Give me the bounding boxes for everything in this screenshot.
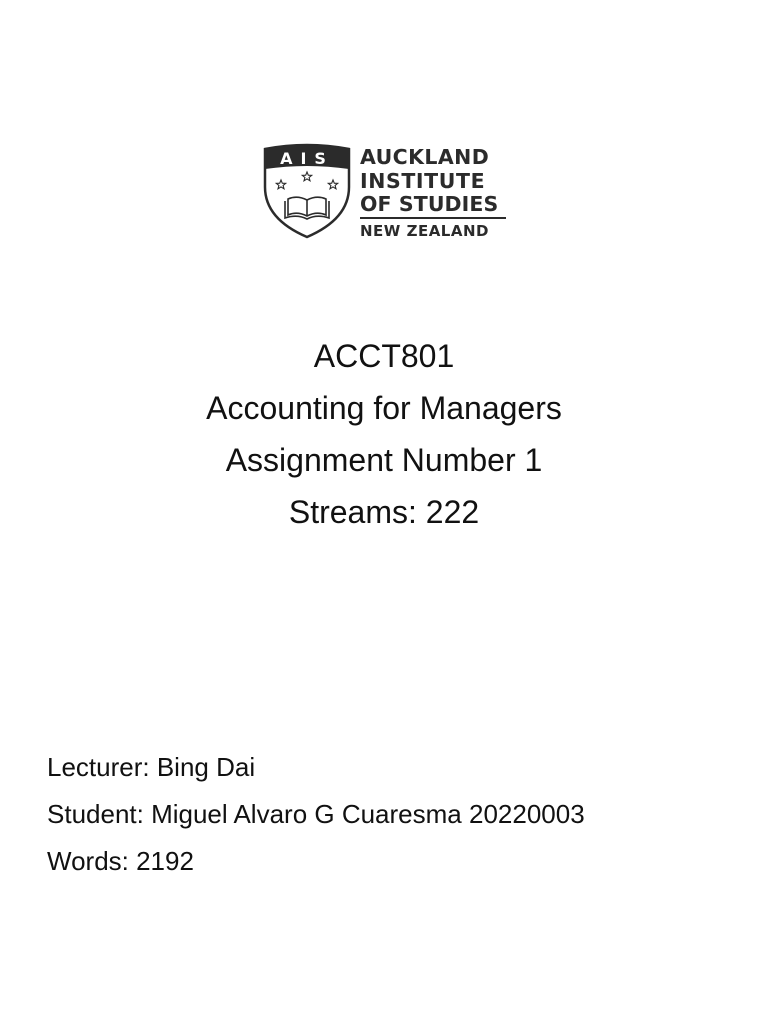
lecturer: Lecturer: Bing Dai — [47, 752, 256, 782]
title-block — [0, 330, 768, 538]
logo-wordmark — [360, 147, 506, 239]
course-code: ACCT801 — [313, 338, 455, 374]
streams: Streams: 222 — [288, 494, 480, 530]
assignment-number: Assignment Number 1 — [225, 442, 543, 478]
logo-line-new-zealand: NEW ZEALAND — [360, 221, 489, 240]
logo-line-auckland: AUCKLAND — [360, 145, 490, 169]
course-name: Accounting for Managers — [206, 390, 562, 426]
submission-info — [47, 744, 585, 885]
shield-crest-icon — [262, 143, 352, 239]
word-count: Words: 2192 — [47, 846, 194, 876]
logo-line-institute: INSTITUTE — [360, 168, 486, 193]
logo-line-of-studies: OF STUDIES — [360, 194, 506, 219]
institution-logo — [262, 143, 508, 239]
student: Student: Miguel Alvaro G Cuaresma 20220003 — [47, 799, 585, 829]
shield-text: AIS — [280, 149, 334, 168]
